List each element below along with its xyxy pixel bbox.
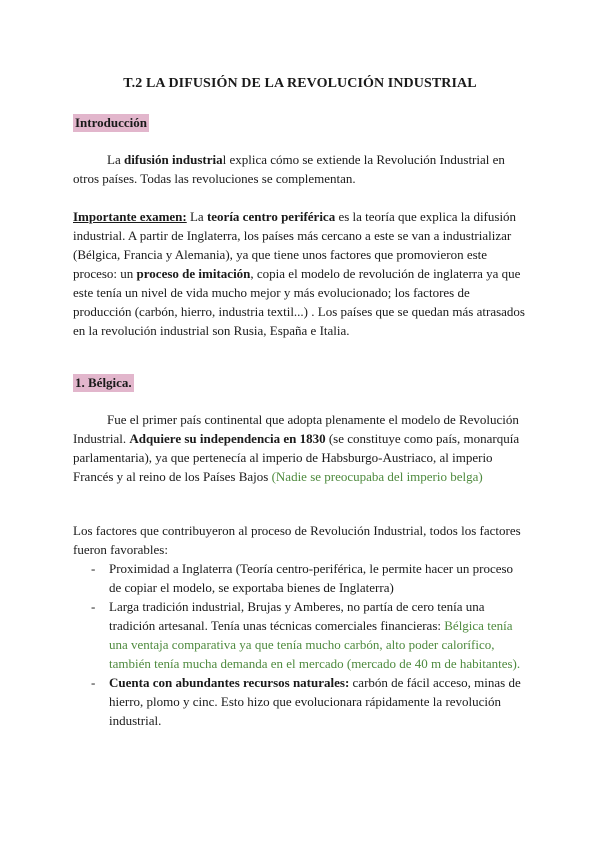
intro-bold-term: difusión industria: [123, 152, 223, 167]
list-item-green: Bélgica tenía una ventaja comparativa ya que tenía mucho carbón, alto poder calorífico, también tenía mucha demanda en el mercado (mercado de 40 m de habitantes).: [109, 618, 521, 671]
belgica-green-note: (Nadie se preocupaba del imperio belga): [271, 469, 483, 484]
list-item-text: carbón de fácil acceso, minas de hierro, plomo y cinc. Esto hizo que evolucionara rápidamente la revolución industrial.: [109, 675, 521, 728]
important-text-1: La: [186, 209, 207, 224]
belgica-section: [73, 373, 525, 392]
intro-text-post: l explica cómo se extiende la Revolución Industrial en otros países. Todas las revoluciones se complementan.: [73, 152, 505, 186]
important-text-3: , copia el modelo de revolución de inglaterra ya que este tenía un nivel de vida mucho mejor y más evolucionado; los factores de producción (carbón, hierro, industria textil...) . Los países que se quedan más atrasados en la revolución industrial son Rusia, España e Italia.: [73, 266, 525, 338]
belgica-paragraph-1: [73, 410, 525, 486]
intro-section: [73, 113, 525, 132]
important-bold-1: teoría centro periférica: [206, 209, 336, 224]
important-text-2: es la teoría que explica la difusión industrial. A partir de Inglaterra, los países más cercano a este se van a industrializar (Bélgica, Francia y Alemania), ya que tiene unos factores que promovieron este proceso: un: [73, 209, 517, 281]
belgica-heading: 1. Bélgica.: [75, 375, 132, 390]
document-title: T.2 LA DIFUSIÓN DE LA REVOLUCIÓN INDUSTRIAL: [123, 76, 477, 91]
intro-text-pre: La: [107, 152, 124, 167]
belgica-paragraph-2: [73, 521, 525, 730]
belgica-text-1: Fue el primer país continental que adopta plenamente el modelo de Revolución Industrial.: [73, 412, 519, 446]
belgica-bold-1: Adquiere su independencia en 1830: [129, 431, 326, 446]
important-paragraph: [73, 207, 525, 340]
list-item: [73, 597, 525, 673]
important-bold-2: proceso de imitación: [136, 266, 251, 281]
list-item-text: Proximidad a Inglaterra (Teoría centro-periférica, le permite hacer un proceso de copiar el modelo, se exportaba bienes de Inglaterra): [109, 561, 514, 595]
list-item-text: Larga tradición industrial, Brujas y Amberes, no partía de cero tenía una tradición artesanal. Tenía unas técnicas comerciales financieras:: [109, 599, 485, 633]
intro-heading: Introducción: [75, 115, 147, 130]
list-item-bold: Cuenta con abundantes recursos naturales:: [109, 675, 350, 690]
belgica-text-2: (se constituye como país, monarquía parlamentaria), ya que pertenecía al imperio de Habsburgo-Austriaco, al imperio Francés y al reino de los Países Bajos: [73, 431, 520, 484]
list-item: [73, 673, 525, 730]
belgica-factors-list: [73, 559, 525, 730]
list-item: [73, 559, 525, 597]
belgica-factors-intro: Los factores que contribuyeron al proceso de Revolución Industrial, todos los factores fueron favorables:: [73, 523, 521, 557]
important-label: Importante examen:: [73, 209, 187, 224]
intro-paragraph: [73, 150, 525, 188]
